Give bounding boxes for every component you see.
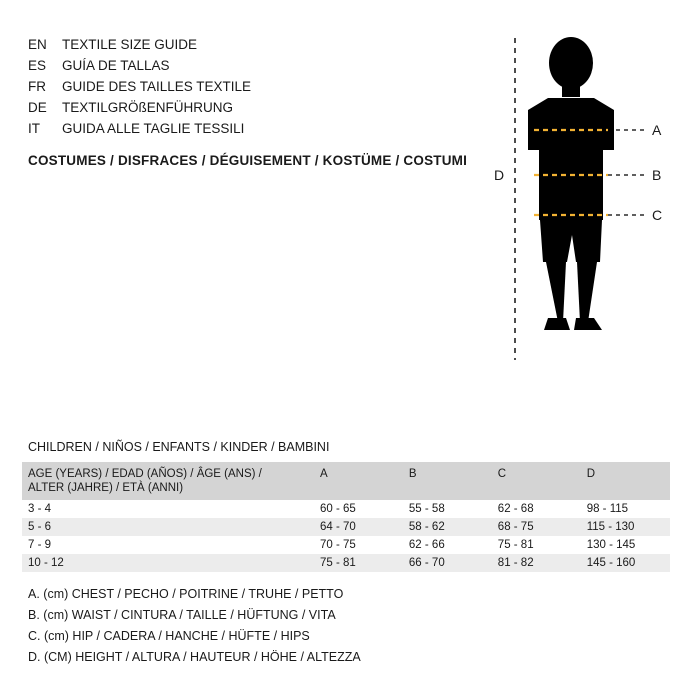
table-row bbox=[22, 536, 670, 554]
cell-c: 81 - 82 bbox=[497, 557, 534, 569]
language-row-fr bbox=[28, 76, 468, 97]
legend-c: C. (cm) HIP / CADERA / HANCHE / HÜFTE / HIPS bbox=[28, 629, 310, 643]
table-row bbox=[22, 554, 670, 572]
cell-c: 75 - 81 bbox=[497, 539, 534, 551]
language-text-es: GUÍA DE TALLAS bbox=[62, 58, 170, 73]
marker-label-c: C bbox=[652, 207, 663, 223]
figure-leg-left bbox=[546, 262, 566, 322]
language-row-en bbox=[28, 34, 468, 55]
cell-c: 62 - 68 bbox=[497, 503, 534, 515]
language-text-it: GUIDA ALLE TAGLIE TESSILI bbox=[62, 121, 245, 136]
header-age-line1: AGE (YEARS) / EDAD (AÑOS) / ÂGE (ANS) / bbox=[28, 468, 262, 480]
language-text-de: TEXTILGRÖßENFÜHRUNG bbox=[62, 100, 234, 115]
header-b: B bbox=[408, 468, 417, 480]
cell-age: 3 - 4 bbox=[28, 503, 52, 515]
cell-age: 5 - 6 bbox=[28, 521, 52, 533]
language-code-fr: FR bbox=[28, 79, 46, 94]
cell-b: 66 - 70 bbox=[408, 557, 445, 569]
header-c: C bbox=[497, 468, 507, 480]
legend-a: A. (cm) CHEST / PECHO / POITRINE / TRUHE / PETTO bbox=[28, 587, 344, 601]
cell-b: 62 - 66 bbox=[408, 539, 445, 551]
size-table-header-row bbox=[22, 462, 670, 500]
figure-neck bbox=[562, 85, 580, 97]
header-age bbox=[22, 462, 314, 500]
size-table-head bbox=[22, 462, 670, 500]
table-group-label: CHILDREN / NIÑOS / ENFANTS / KINDER / BAMBINI bbox=[28, 440, 330, 454]
cell-d: 98 - 115 bbox=[586, 503, 629, 515]
size-table bbox=[22, 462, 670, 572]
cell-d: 130 - 145 bbox=[586, 539, 636, 551]
marker-label-b: B bbox=[652, 167, 662, 183]
cell-a: 60 - 65 bbox=[320, 503, 356, 515]
cell-d: 145 - 160 bbox=[586, 557, 636, 569]
costumes-subtitle: COSTUMES / DISFRACES / DÉGUISEMENT / KOSTÜME / COSTUMI bbox=[28, 153, 468, 168]
cell-b: 58 - 62 bbox=[408, 521, 445, 533]
header-d: D bbox=[586, 468, 595, 480]
header-age-line2: ALTER (JAHRE) / ETÀ (ANNI) bbox=[28, 482, 184, 494]
language-row-es bbox=[28, 55, 468, 76]
measurement-figure bbox=[470, 30, 680, 370]
language-code-es: ES bbox=[28, 58, 47, 73]
table-row bbox=[22, 518, 670, 536]
cell-c: 68 - 75 bbox=[497, 521, 534, 533]
language-text-fr: GUIDE DES TAILLES TEXTILE bbox=[62, 79, 252, 94]
legend-b: B. (cm) WAIST / CINTURA / TAILLE / HÜFTUNG / VITA bbox=[28, 608, 336, 622]
figure-shoe-right bbox=[574, 318, 602, 330]
language-row-de bbox=[28, 97, 468, 118]
language-code-de: DE bbox=[28, 100, 47, 115]
legend-d: D. (CM) HEIGHT / ALTURA / HAUTEUR / HÖHE / ALTEZZA bbox=[28, 650, 361, 664]
figure-shorts bbox=[540, 220, 602, 262]
marker-label-a: A bbox=[652, 122, 662, 138]
language-code-it: IT bbox=[28, 121, 40, 136]
marker-label-d: D bbox=[494, 167, 505, 183]
size-table-body bbox=[22, 500, 670, 572]
figure-shirt bbox=[528, 98, 614, 220]
cell-b: 55 - 58 bbox=[408, 503, 445, 515]
cell-a: 64 - 70 bbox=[320, 521, 356, 533]
language-row-it bbox=[28, 118, 468, 139]
table-row bbox=[22, 500, 670, 518]
language-code-en: EN bbox=[28, 37, 47, 52]
cell-d: 115 - 130 bbox=[586, 521, 635, 533]
figure-leg-right bbox=[577, 262, 597, 322]
language-text-en: TEXTILE SIZE GUIDE bbox=[62, 37, 198, 52]
figure-head bbox=[549, 37, 593, 89]
cell-a: 75 - 81 bbox=[320, 557, 356, 569]
cell-age: 7 - 9 bbox=[28, 539, 52, 551]
header-a: A bbox=[320, 468, 328, 480]
header-language-list bbox=[28, 34, 468, 168]
cell-age: 10 - 12 bbox=[28, 557, 64, 569]
cell-a: 70 - 75 bbox=[320, 539, 356, 551]
figure-shoe-left bbox=[544, 318, 570, 330]
measurement-legend bbox=[28, 584, 361, 668]
